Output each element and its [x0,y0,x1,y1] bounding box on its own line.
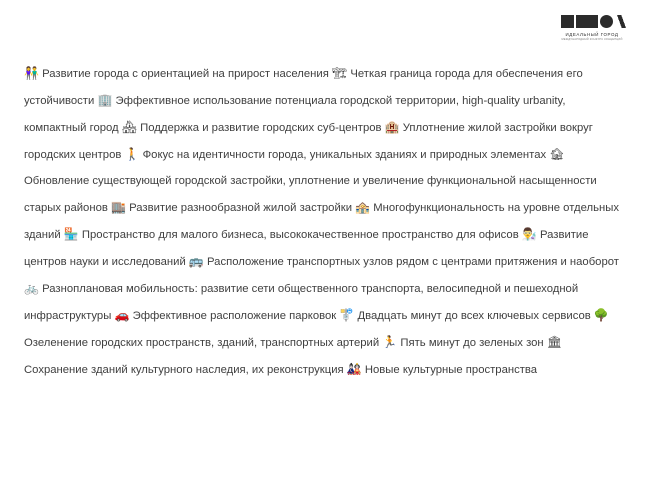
logo-circle-icon [600,15,613,28]
principle-icon: 🚌 [188,254,204,268]
principle-item [189,256,619,268]
principle-icon: 🏬 [111,200,126,214]
principle-icon: 🚗 [114,308,130,322]
principle-icon: 🏢 [97,93,113,107]
logo-subcaption: МЕЖДУНАРОДНЫЙ КОНКУРС КОНЦЕПЦИЙ [561,38,623,41]
principle-icon: 🏘 [121,120,138,134]
principle-icon: 🎎 [346,362,362,376]
principle-icon: 🌳 [593,308,609,322]
principle-text: Уплотнение жилой застройки вокруг городских центров [24,122,593,161]
principle-icon: 🏪 [63,227,79,241]
principle-icon: 🏛 [546,335,563,349]
principle-text: Обновление существующей городской застройки, уплотнение и увеличение функциональной насыщенности старых районов [24,175,597,214]
principle-text: Фокус на идентичности города, уникальных зданиях и природных элементах [139,149,550,161]
principles-paragraph [24,60,626,383]
principle-item [125,149,550,161]
logo-caption: ИДЕАЛЬНЫЙ ГОРОД [565,32,619,37]
principle-icon: 🏨 [384,120,400,134]
principle-text: Двадцать минут до всех ключевых сервисов [354,310,594,322]
principle-text: Поддержка и развитие городских суб-центров [137,122,385,134]
principle-text: Разноплановая мобильность: развитие сети общественного транспорта, велосипедной и пешеходной инфраструктуры [24,283,579,322]
logo-slash-icon [615,15,628,28]
principle-text: Новые культурные пространства [361,364,538,376]
principle-item [122,122,385,134]
principle-text: Пять минут до зеленых зон [397,337,547,349]
principle-icon: 🏤 [355,200,371,214]
principle-text: Пространство для малого бизнеса, высококачественное пространство для офисов [78,229,522,241]
logo-bar-icon [576,15,598,28]
principle-text: Эффективное использование потенциала городской территории, high-quality urbanity, компактный город [24,95,566,134]
principle-icon: 🚶 [124,147,140,161]
principle-item [339,310,594,322]
principle-text: Озеленение городских пространств, зданий, транспортных артерий [24,337,383,349]
principle-text: Развитие разнообразной жилой застройки [125,202,356,214]
principle-text: Многофункциональность на уровне отдельных зданий [24,202,619,241]
logo-mark-icon [556,14,628,29]
principle-text: Четкая граница города для обеспечения его устойчивости [24,68,583,107]
principle-text: Расположение транспортных узлов рядом с центрами притяжения и наоборот [203,256,619,268]
principle-item [382,337,547,349]
principle-text: Эффективное расположение парковок [129,310,340,322]
principle-item [111,202,355,214]
principle-text: Развитие города с ориентацией на прирост населения [38,68,332,80]
principle-text: Развитие центров науки и исследований [24,229,589,268]
principle-icon: 👨‍🔬 [521,227,537,241]
principle-item [347,364,537,376]
principle-icon: 🚲 [24,281,39,295]
principle-item [24,68,332,80]
principle-item [114,310,339,322]
principle-icon: 🏚 [549,147,565,161]
logo-square-icon [561,15,574,28]
principle-item [64,229,522,241]
principle-icon: 🚏 [339,308,355,322]
principle-icon: 👫 [24,66,39,80]
principle-text: Сохранение зданий культурного наследия, их реконструкция [24,364,347,376]
principle-icon: 🏗 [331,66,348,80]
brand-logo [556,14,628,41]
principle-icon: 🏃 [382,335,398,349]
